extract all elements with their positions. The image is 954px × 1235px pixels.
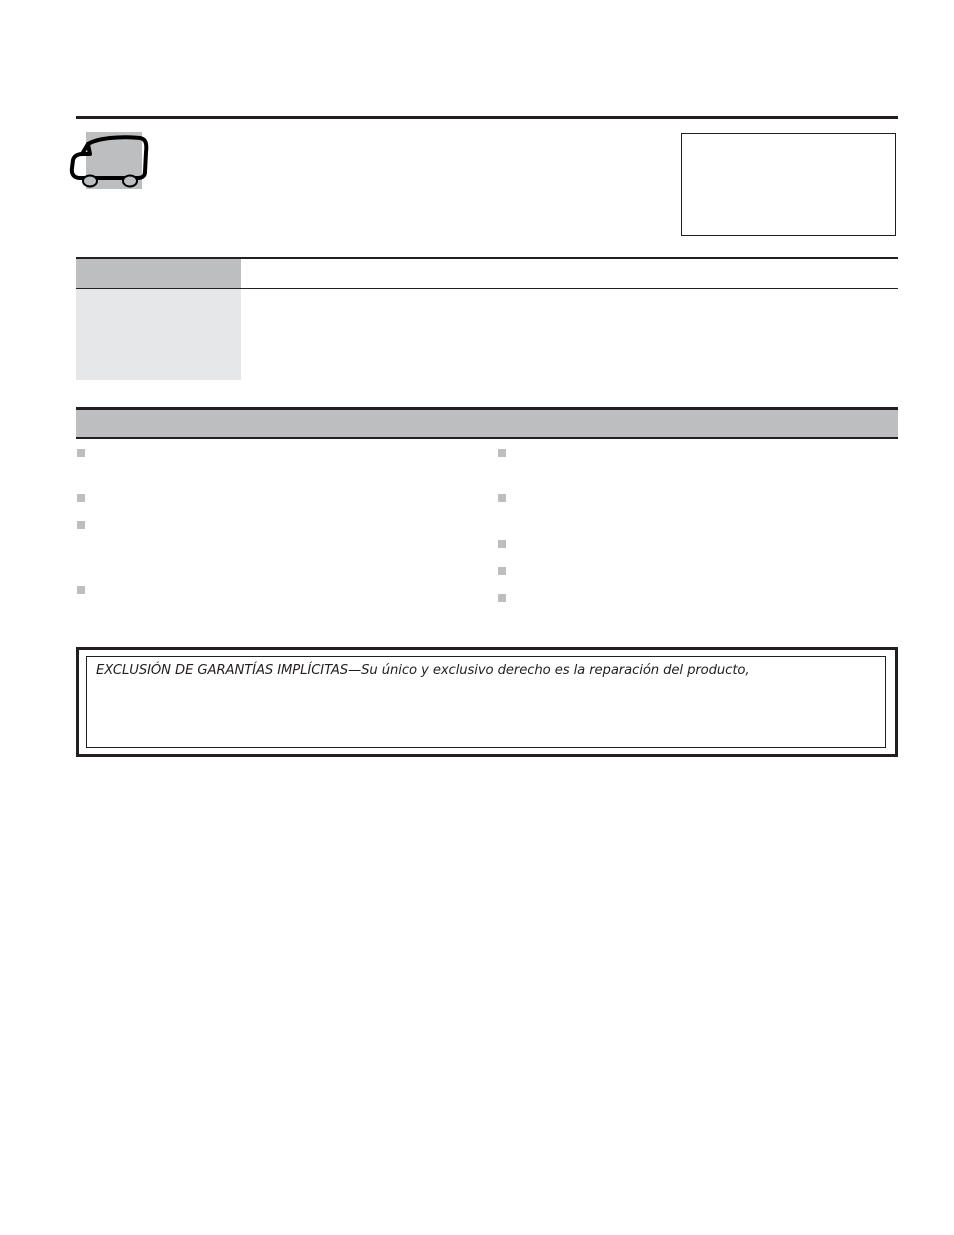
- service-truck-icon: [68, 132, 150, 192]
- warranty-period-header: [76, 259, 241, 288]
- warranty-period-cell: [76, 289, 241, 380]
- model-info-box: [681, 133, 896, 236]
- bullet-right-4: [498, 567, 506, 575]
- bullet-left-2: [77, 494, 85, 502]
- truck-outline: [68, 132, 150, 192]
- bullet-left-4: [77, 586, 85, 594]
- bullet-right-1: [498, 449, 506, 457]
- not-covered-band-bottom-rule: [76, 437, 898, 439]
- exclusion-text: EXCLUSIÓN DE GARANTÍAS IMPLÍCITAS—Su único y exclusivo derecho es la reparación del producto,: [96, 663, 750, 678]
- top-rule: [76, 116, 898, 119]
- bullet-right-2: [498, 494, 506, 502]
- bullet-right-5: [498, 594, 506, 602]
- not-covered-header-band: [76, 410, 898, 437]
- bullet-right-3: [498, 540, 506, 548]
- bullet-left-1: [77, 449, 85, 457]
- bullet-left-3: [77, 521, 85, 529]
